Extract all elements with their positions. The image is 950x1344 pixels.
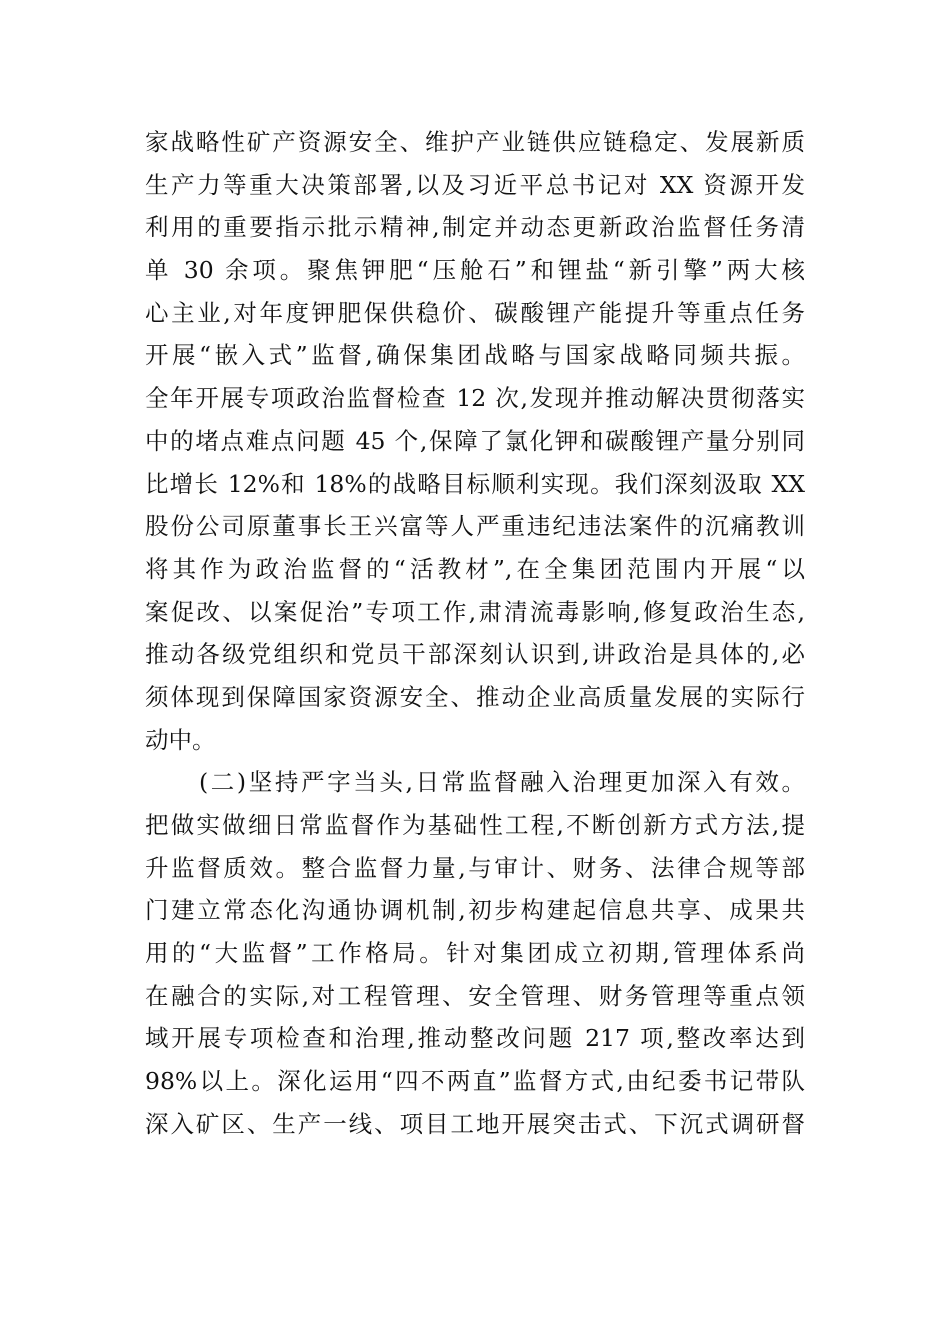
text-line: 深入矿区、生产一线、项目工地开展突击式、下沉式调研督 (145, 1109, 805, 1138)
text-line: 把做实做细日常监督作为基础性工程,不断创新方式方法,提 (145, 811, 805, 839)
text-line: 门建立常态化沟通协调机制,初步构建起信息共享、成果共 (145, 896, 805, 925)
text-line: 全年开展专项政治监督检查 12 次,发现并推动解决贯彻落实 (145, 384, 805, 413)
text-line: 案促改、以案促治”专项工作,肃清流毒影响,修复政治生态, (145, 597, 805, 626)
text-line: 用的“大监督”工作格局。针对集团成立初期,管理体系尚 (145, 939, 805, 968)
section-heading: (二)坚持严字当头,日常监督融入治理更加深入有效。 (199, 768, 805, 797)
text-line: 单 30 余项。聚焦钾肥“压舱石”和锂盐“新引擎”两大核 (145, 256, 805, 285)
text-line: 中的堵点难点问题 45 个,保障了氯化钾和碳酸锂产量分别同 (145, 426, 805, 455)
text-line: 心主业,对年度钾肥保供稳价、碳酸锂产能提升等重点任务 (145, 298, 805, 327)
text-line: 将其作为政治监督的“活教材”,在全集团范围内开展“以 (145, 554, 805, 583)
text-line: 域开展专项检查和治理,推动整改问题 217 项,整改率达到 (145, 1024, 805, 1053)
text-line: 生产力等重大决策部署,以及习近平总书记对 XX 资源开发 (145, 170, 805, 199)
text-line: 推动各级党组织和党员干部深刻认识到,讲政治是具体的,必 (145, 640, 805, 669)
text-line: 比增长 12%和 18%的战略目标顺利实现。我们深刻汲取 XX (145, 469, 805, 498)
text-line: 在融合的实际,对工程管理、安全管理、财务管理等重点领 (145, 981, 805, 1010)
text-line: 动中。 (145, 725, 216, 754)
text-line: 98%以上。深化运用“四不两直”监督方式,由纪委书记带队 (145, 1067, 805, 1096)
text-line: 须体现到保障国家资源安全、推动企业高质量发展的实际行 (145, 682, 805, 711)
text-line: 利用的重要指示批示精神,制定并动态更新政治监督任务清 (145, 213, 805, 242)
paragraph-daily-supervision (145, 761, 805, 1145)
text-line: 股份公司原董事长王兴富等人严重违纪违法案件的沉痛教训 (145, 512, 805, 541)
text-line: 升监督质效。整合监督力量,与审计、财务、法律合规等部 (145, 853, 805, 882)
text-line: 开展“嵌入式”监督,确保集团战略与国家战略同频共振。 (145, 341, 805, 370)
text-line: 家战略性矿产资源安全、维护产业链供应链稳定、发展新质 (145, 128, 805, 156)
paragraph-political-supervision (145, 121, 805, 761)
document-page (145, 121, 805, 1146)
